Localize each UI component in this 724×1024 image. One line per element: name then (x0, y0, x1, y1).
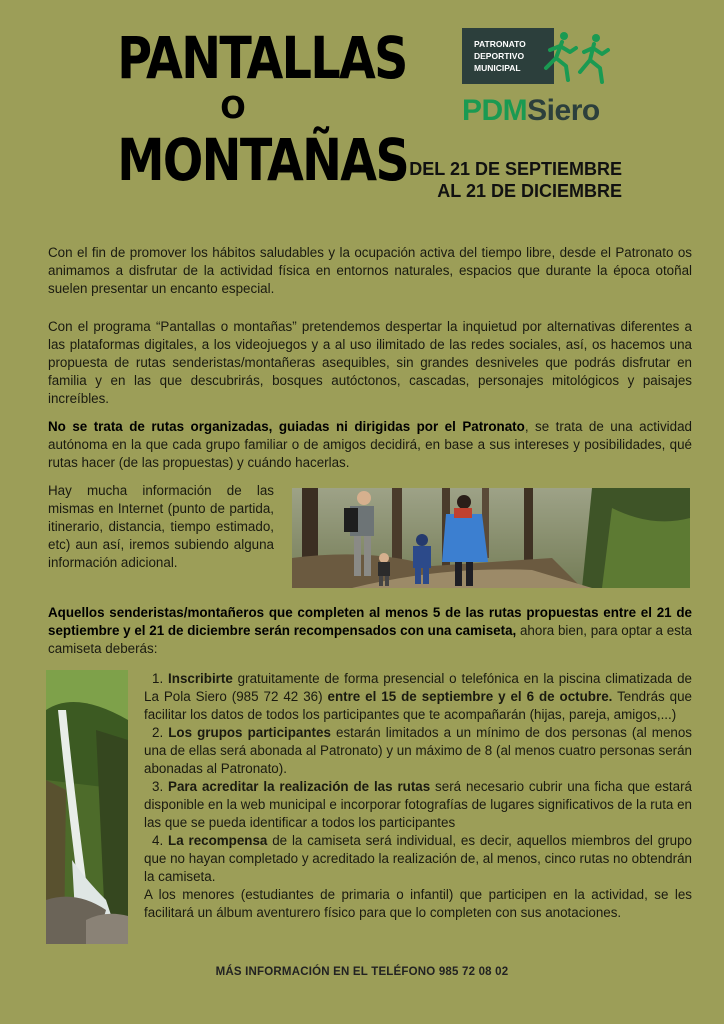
requirement-text: será necesario cubrir una ficha que estará disponible en la web municipal e incorporar fotografías de lugares significativos de la ruta en las que se pueda identificar a todos los participantes (144, 779, 692, 830)
runners-icon (538, 28, 618, 88)
requirement-item-3 (144, 778, 692, 832)
date-range (392, 158, 622, 202)
requirement-item-1 (144, 670, 692, 724)
requirement-number: 3. (152, 779, 164, 794)
logo-box-line-2: DEPORTIVO (474, 51, 525, 61)
not-organized-bold: No se trata de rutas organizadas, guiadas ni dirigidas por el Patronato (48, 419, 525, 434)
minors-note: A los menores (estudiantes de primaria o infantil) que participen en la actividad, se les facilitará un álbum aventurero físico para que lo completen con sus anotaciones. (144, 887, 692, 920)
title-line-2: O (220, 91, 244, 126)
requirement-bold: Los grupos participantes (168, 725, 331, 740)
pdm-siero-logo (462, 28, 630, 128)
family-hiking-illustration (292, 488, 690, 588)
waterfall-illustration (46, 670, 128, 944)
poster-title (92, 24, 409, 194)
title-line-3: MONTAÑAS (117, 126, 409, 194)
reward-rest: ahora bien, para optar a esta camiseta deberás: (48, 623, 693, 656)
requirement-text: estarán limitados a un mínimo de dos personas (al menos una de ellas será abonada al Patronato) y un máximo de 8 (al menos cuatro personas serán abonadas al Patronato). (144, 725, 692, 776)
requirement-bold: Para acreditar la realización de las rutas (168, 779, 431, 794)
requirement-bold: Inscribirte (168, 671, 233, 686)
program-paragraph: Con el programa “Pantallas o montañas” pretendemos despertar la inquietud por alternativas diferentes a las plataformas digitales, a los videojuegos y a al uso ilimitado de las redes sociales, así, os hacemos una propuesta de rutas senderistas/montañeras asequibles, sin grandes desniveles que podrás disfrutar en familia y en las que descubrirás, bosques autóctonos, cascadas, personajes mitológicos y paisajes increíbles. (48, 319, 692, 406)
requirement-bold-2: entre el 15 de septiembre y el 6 de octubre. (327, 689, 613, 704)
logo-name (462, 94, 600, 128)
title-line-1: PANTALLAS (117, 24, 407, 92)
requirement-text-2: Tendrás que facilitar los datos de todos los participantes que te acompañarán (hijas, pareja, amigos,...) (144, 689, 692, 722)
reward-bold: Aquellos senderistas/montañeros que completen al menos 5 de las rutas propuestas entre el 21 de septiembre y el 21 de diciembre serán recompensados con una camiseta, (48, 605, 692, 638)
logo-name-pdm: PDM (462, 94, 528, 127)
info-paragraph: Hay mucha información de las mismas en Internet (punto de partida, itinerario, distancia, tiempo estimado, etc) aun así, iremos subiendo alguna información adicional. (48, 483, 274, 570)
waterfall-photo (46, 670, 128, 944)
requirement-item-2 (144, 724, 692, 778)
requirement-number: 4. (152, 833, 164, 848)
requirement-number: 1. (152, 671, 164, 686)
logo-box-line-1: PATRONATO (474, 39, 526, 49)
requirements-list (144, 670, 692, 922)
requirement-number: 2. (152, 725, 164, 740)
intro-paragraph: Con el fin de promover los hábitos saludables y la ocupación activa del tiempo libre, desde el Patronato os animamos a disfrutar de la actividad física en entornos naturales, espacios que durante la época otoñal suelen presentar un encanto especial. (48, 245, 692, 296)
date-line-1: DEL 21 DE SEPTIEMBRE (409, 159, 622, 179)
logo-name-siero: Siero (527, 94, 600, 127)
not-organized-rest: , se trata de una actividad autónoma en la que cada grupo familiar o de amigos decidirá, en base a sus intereses y posibilidades, qué rutas hacer (de las propuestas) y cuándo hacerlas. (48, 419, 692, 470)
logo-box-line-3: MUNICIPAL (474, 63, 521, 73)
requirement-text: de la camiseta será individual, es decir, aquellos miembros del grupo que no hayan completado y acreditado la realización de, al menos, cinco rutas no obtendrán la camiseta. (144, 833, 692, 884)
requirement-text: gratuitamente de forma presencial o telefónica en la piscina climatizada de La Pola Siero (985 72 42 36) (144, 671, 692, 704)
requirement-bold: La recompensa (168, 833, 268, 848)
not-organized-paragraph (48, 418, 692, 472)
requirement-item-4 (144, 832, 692, 886)
reward-paragraph (48, 604, 692, 658)
date-line-2: AL 21 DE DICIEMBRE (437, 181, 622, 201)
footer-contact: MÁS INFORMACIÓN EN EL TELÉFONO 985 72 08 02 (215, 966, 509, 978)
family-hiking-photo (292, 488, 690, 588)
